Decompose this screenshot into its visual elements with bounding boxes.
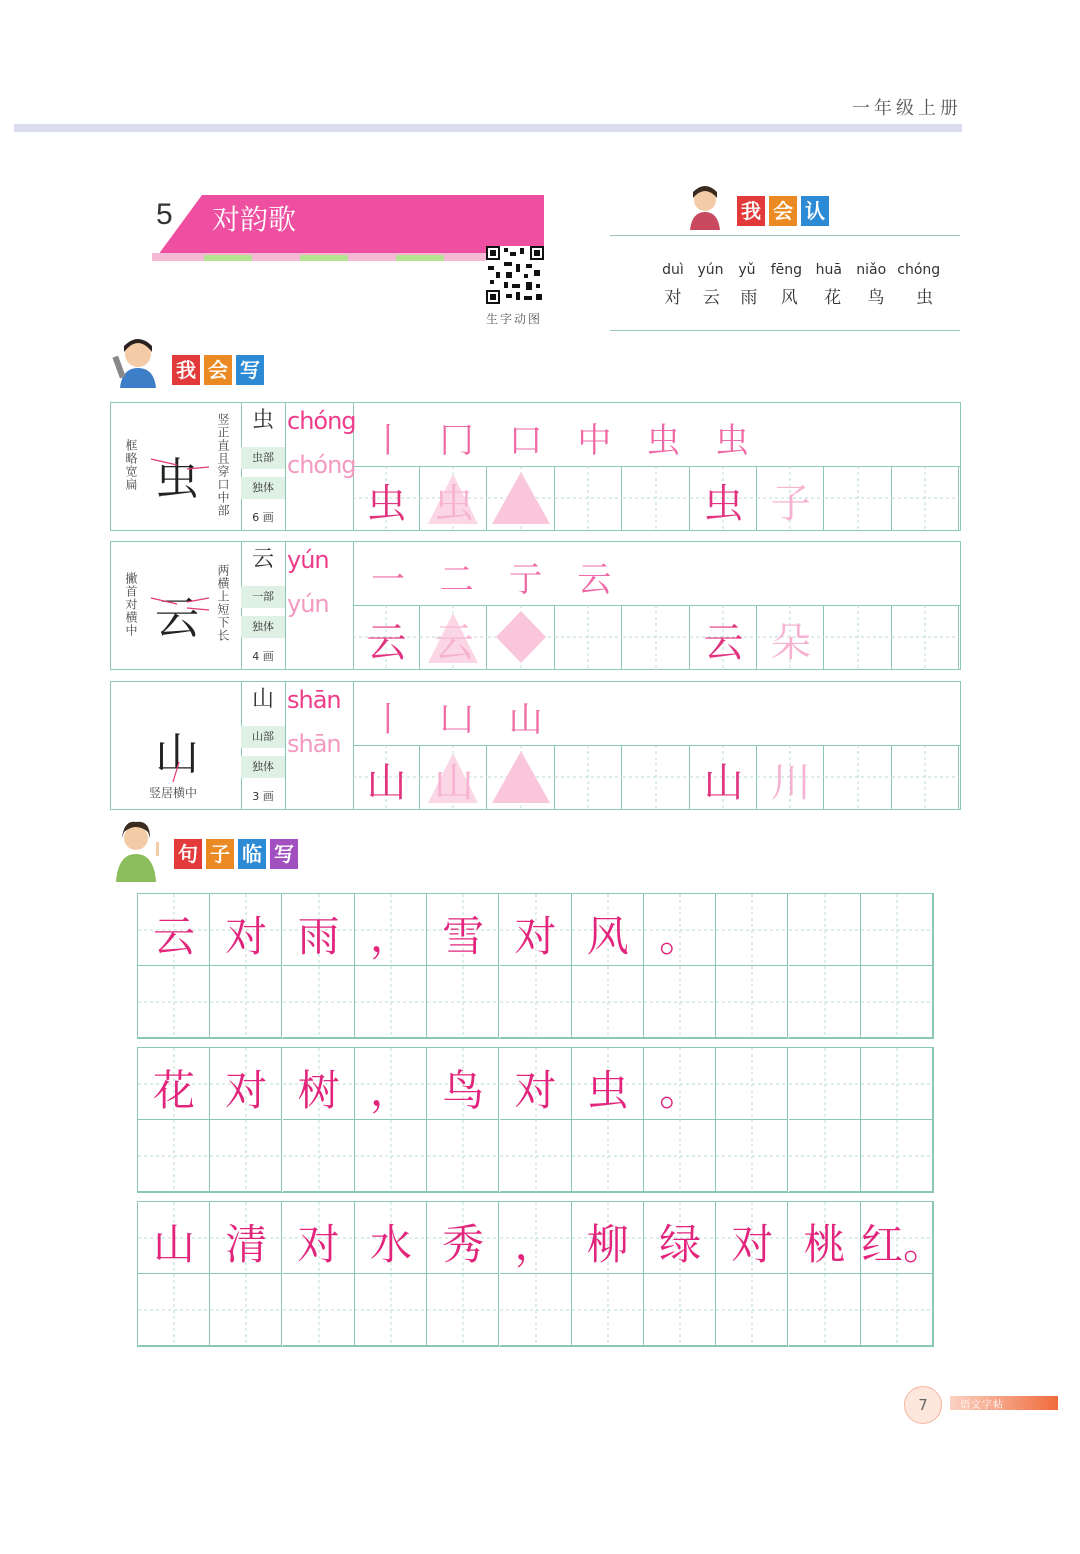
- cell-guide-lines: [861, 1274, 933, 1346]
- copy-cell[interactable]: [427, 894, 499, 966]
- cell-guide-lines: [488, 745, 555, 809]
- right-note: 两横上短下长: [216, 564, 230, 642]
- copy-cell[interactable]: [861, 1202, 946, 1274]
- cell-guide-lines: [500, 1274, 572, 1346]
- copy-cell[interactable]: [283, 1048, 355, 1120]
- radical-label: 虫部: [241, 447, 285, 469]
- copy-cell[interactable]: [138, 1048, 210, 1120]
- copy-cell[interactable]: [138, 1120, 210, 1192]
- cell-guide-lines: [892, 466, 959, 530]
- char-analysis-box: [111, 682, 242, 809]
- practice-cell[interactable]: [353, 466, 420, 530]
- copy-cell[interactable]: [355, 1202, 427, 1274]
- practice-cell[interactable]: [420, 745, 487, 809]
- char-analysis-box: [111, 403, 242, 530]
- cell-guide-lines: [572, 1274, 644, 1346]
- page-number: 7: [904, 1386, 942, 1424]
- sentence-char: 对: [731, 1220, 774, 1269]
- copy-cell[interactable]: [427, 1274, 499, 1346]
- cell-guide-lines: [892, 745, 959, 809]
- practice-char: 虫: [366, 481, 407, 527]
- copy-cell[interactable]: [716, 1202, 788, 1274]
- sentence-char: 雪: [442, 912, 485, 961]
- copy-cell[interactable]: [355, 1120, 427, 1192]
- copy-cell[interactable]: [789, 1202, 861, 1274]
- copy-cell[interactable]: [572, 1048, 644, 1120]
- sentence-char: 红。: [861, 1220, 946, 1269]
- big-char: 虫: [155, 454, 199, 505]
- sentence-block: [137, 893, 934, 1039]
- stroke-order-row: [353, 682, 960, 746]
- copy-cell[interactable]: [283, 1120, 355, 1192]
- girl-avatar-icon: [682, 184, 728, 230]
- cell-guide-lines: [500, 966, 572, 1038]
- cell-guide-lines: [716, 1120, 788, 1192]
- badge-tile: 会: [769, 196, 797, 226]
- cell-guide-lines: [138, 1120, 210, 1192]
- practice-cell[interactable]: [690, 605, 757, 669]
- recognize-char: 鸟: [867, 288, 885, 308]
- practice-char: 虫: [703, 481, 744, 527]
- cell-guide-lines: [283, 1120, 355, 1192]
- sentence-char: 对: [225, 912, 268, 961]
- copy-cell[interactable]: [789, 966, 861, 1038]
- copy-cell[interactable]: [716, 1120, 788, 1192]
- pinyin-label: yún: [697, 262, 724, 278]
- write-badge: [172, 355, 268, 385]
- cell-guide-lines: [138, 966, 210, 1038]
- badge-tile: 子: [206, 839, 234, 869]
- copy-cell[interactable]: [210, 1274, 282, 1346]
- pinyin-label: niǎo: [856, 262, 887, 278]
- recognize-pinyin-row: [657, 262, 942, 278]
- copy-cell[interactable]: [572, 966, 644, 1038]
- char-analysis-box: [111, 542, 242, 669]
- cell-guide-lines: [355, 1120, 427, 1192]
- sentence-char: ，: [514, 1220, 557, 1269]
- sentence-char: 秀: [442, 1220, 485, 1269]
- sentence-char: 云: [152, 912, 195, 961]
- right-note: 竖正直且穿口中部: [216, 413, 230, 517]
- cell-guide-lines: [500, 1120, 572, 1192]
- char-info-column: [241, 542, 286, 669]
- recognize-char: 风: [780, 288, 798, 308]
- copy-cell[interactable]: [861, 966, 933, 1038]
- copy-cell[interactable]: [861, 1120, 933, 1192]
- structure-label: 独体: [241, 616, 285, 638]
- qr-caption: 生字动图: [486, 312, 543, 326]
- recognize-char: 对: [664, 288, 682, 308]
- copy-cell[interactable]: [210, 1202, 282, 1274]
- practice-cell[interactable]: [690, 466, 757, 530]
- cell-guide-lines: [210, 966, 282, 1038]
- sentence-char: 对: [514, 912, 557, 961]
- practice-cell[interactable]: [623, 466, 690, 530]
- practice-cell[interactable]: [353, 745, 420, 809]
- pinyin-label: huā: [815, 262, 842, 278]
- small-char: 云: [251, 547, 274, 572]
- cell-guide-lines: [427, 1274, 499, 1346]
- stroke-order: 丨 ⼌ 口 中 虫 虫: [371, 421, 762, 461]
- annotation-arrows: [147, 588, 213, 618]
- stroke-count-label: 6 画: [252, 511, 274, 524]
- copy-cell[interactable]: [716, 966, 788, 1038]
- radical-label: 山部: [241, 726, 285, 748]
- practice-cell[interactable]: [420, 466, 487, 530]
- stroke-order-row: [353, 403, 960, 467]
- write-panel-yun: [110, 541, 961, 670]
- cell-guide-lines: [789, 1274, 861, 1346]
- cell-guide-lines: [789, 894, 861, 966]
- cell-guide-lines: [825, 745, 892, 809]
- copy-cell[interactable]: [138, 1274, 210, 1346]
- sentence-char: 虫: [586, 1066, 629, 1115]
- sentence-block: [137, 1047, 934, 1193]
- sentence-char: 绿: [659, 1220, 702, 1269]
- badge-tile: 句: [174, 839, 202, 869]
- sentence-char: 对: [514, 1066, 557, 1115]
- copy-cell[interactable]: [427, 966, 499, 1038]
- cell-guide-lines: [825, 466, 892, 530]
- practice-char: 山: [703, 760, 744, 806]
- sentence-char: 树: [297, 1066, 340, 1115]
- copy-cell[interactable]: [644, 1202, 716, 1274]
- cell-guide-lines: [861, 966, 933, 1038]
- radical-label: 一部: [241, 586, 285, 608]
- badge-tile: 写: [270, 839, 298, 869]
- cell-guide-lines: [572, 1120, 644, 1192]
- practice-cell[interactable]: [555, 605, 622, 669]
- copy-cell[interactable]: [355, 894, 427, 966]
- copy-cell[interactable]: [716, 894, 788, 966]
- sentence-char: 清: [225, 1220, 268, 1269]
- practice-cell[interactable]: [555, 745, 622, 809]
- sentence-char: 。: [659, 1066, 702, 1115]
- cell-guide-lines: [644, 1274, 716, 1346]
- practice-cell[interactable]: [757, 745, 824, 809]
- sentence-char: 花: [152, 1066, 195, 1115]
- sentence-char: 风: [586, 912, 629, 961]
- copy-cell[interactable]: [283, 894, 355, 966]
- sentence-badge: [174, 839, 302, 869]
- structure-label: 独体: [241, 756, 285, 778]
- copy-cell[interactable]: [210, 894, 282, 966]
- practice-cell[interactable]: [623, 605, 690, 669]
- left-note: 框略宽扁: [124, 439, 138, 491]
- practice-cell[interactable]: [555, 466, 622, 530]
- cell-guide-lines: [716, 894, 788, 966]
- practice-char: 云: [366, 620, 407, 666]
- cell-guide-lines: [716, 966, 788, 1038]
- badge-tile: 我: [737, 196, 765, 226]
- practice-cell[interactable]: [623, 745, 690, 809]
- practice-cell[interactable]: [488, 745, 555, 809]
- qr-code-icon[interactable]: [486, 246, 544, 304]
- stroke-count-label: 4 画: [252, 650, 274, 663]
- practice-cell[interactable]: [757, 466, 824, 530]
- pinyin-column: [285, 542, 354, 669]
- char-info-column: [241, 403, 286, 530]
- cell-guide-lines: [488, 466, 555, 530]
- practice-cell[interactable]: [488, 466, 555, 530]
- grade-label: 一年级上册: [852, 98, 962, 119]
- copy-cell[interactable]: [572, 1120, 644, 1192]
- copy-cell[interactable]: [789, 894, 861, 966]
- cell-guide-lines: [355, 1274, 427, 1346]
- cell-guide-lines: [210, 1120, 282, 1192]
- pinyin-label: yǔ: [738, 262, 756, 278]
- write-panel-shan: [110, 681, 961, 810]
- badge-tile: 写: [236, 355, 264, 385]
- cell-guide-lines: [861, 1048, 933, 1120]
- annotation-arrows: [167, 758, 187, 784]
- copy-cell[interactable]: [572, 894, 644, 966]
- pinyin-label: chóng: [897, 262, 941, 278]
- cell-guide-lines: [644, 966, 716, 1038]
- copy-cell[interactable]: [138, 1202, 210, 1274]
- badge-tile: 临: [238, 839, 266, 869]
- cell-guide-lines: [789, 966, 861, 1038]
- cell-guide-lines: [427, 1120, 499, 1192]
- practice-char: 山: [433, 760, 474, 806]
- sentence-char: 柳: [586, 1220, 629, 1269]
- practice-grid: [353, 745, 960, 809]
- cell-guide-lines: [555, 605, 622, 669]
- copy-cell[interactable]: [500, 1202, 572, 1274]
- pinyin-trace: yún: [287, 590, 329, 618]
- cell-guide-lines: [555, 745, 622, 809]
- practice-cell[interactable]: [892, 466, 959, 530]
- small-char: 山: [251, 687, 274, 712]
- practice-grid: [353, 605, 960, 669]
- lesson-title: 对韵歌: [212, 203, 297, 236]
- copy-cell[interactable]: [861, 1048, 933, 1120]
- copy-cell[interactable]: [500, 1120, 572, 1192]
- big-char: 云: [155, 593, 199, 644]
- stroke-order-row: [353, 542, 960, 606]
- practice-char: 子: [770, 481, 811, 527]
- pinyin-trace: shān: [287, 730, 341, 758]
- badge-tile: 会: [204, 355, 232, 385]
- copy-cell[interactable]: [355, 1048, 427, 1120]
- copy-cell[interactable]: [283, 1202, 355, 1274]
- cell-guide-lines: [789, 1048, 861, 1120]
- practice-char: 川: [770, 760, 811, 806]
- copy-cell[interactable]: [427, 1048, 499, 1120]
- practice-cell[interactable]: [825, 466, 892, 530]
- copy-cell[interactable]: [210, 1048, 282, 1120]
- copy-cell[interactable]: [138, 894, 210, 966]
- badge-tile: 我: [172, 355, 200, 385]
- cell-guide-lines: [623, 745, 690, 809]
- sentence-block: [137, 1201, 946, 1347]
- practice-cell[interactable]: [892, 745, 959, 809]
- copy-cell[interactable]: [500, 894, 572, 966]
- boy-avatar-icon: [112, 336, 166, 388]
- practice-char: 虫: [433, 481, 474, 527]
- recognize-top-line: [610, 235, 960, 236]
- practice-char: 朵: [770, 620, 811, 666]
- stroke-count-label: 3 画: [252, 790, 274, 803]
- practice-cell[interactable]: [892, 605, 959, 669]
- sentence-char: 山: [152, 1220, 195, 1269]
- copy-cell[interactable]: [427, 1202, 499, 1274]
- copy-cell[interactable]: [572, 1274, 644, 1346]
- cell-guide-lines: [861, 1120, 933, 1192]
- pinyin-model: shān: [287, 686, 341, 714]
- lesson-number: 5: [156, 198, 173, 231]
- pinyin-model: chóng: [287, 407, 356, 435]
- sentence-char: 。: [659, 912, 702, 961]
- sentence-char: 鸟: [442, 1066, 485, 1115]
- copy-cell[interactable]: [572, 1202, 644, 1274]
- practice-cell[interactable]: [690, 745, 757, 809]
- copy-cell[interactable]: [644, 1274, 716, 1346]
- cell-guide-lines: [861, 894, 933, 966]
- cell-guide-lines: [427, 966, 499, 1038]
- practice-cell[interactable]: [420, 605, 487, 669]
- small-char: 虫: [251, 408, 274, 433]
- copy-cell[interactable]: [427, 1120, 499, 1192]
- practice-cell[interactable]: [488, 605, 555, 669]
- cell-guide-lines: [623, 466, 690, 530]
- copy-cell[interactable]: [644, 1048, 716, 1120]
- copy-cell[interactable]: [355, 1274, 427, 1346]
- big-char: 山: [155, 729, 199, 780]
- copy-cell[interactable]: [138, 966, 210, 1038]
- copy-cell[interactable]: [644, 894, 716, 966]
- cell-guide-lines: [283, 1274, 355, 1346]
- copy-cell[interactable]: [500, 1274, 572, 1346]
- copy-cell[interactable]: [789, 1274, 861, 1346]
- pinyin-trace: chóng: [287, 451, 356, 479]
- recognize-badge: [737, 196, 833, 226]
- copy-cell[interactable]: [210, 966, 282, 1038]
- cell-guide-lines: [555, 466, 622, 530]
- sentence-char: ，: [369, 912, 412, 961]
- structure-label: 独体: [241, 477, 285, 499]
- pinyin-label: duì: [662, 262, 684, 278]
- copy-cell[interactable]: [500, 1048, 572, 1120]
- teacher-avatar-icon: [110, 820, 166, 882]
- copy-cell[interactable]: [789, 1048, 861, 1120]
- badge-tile: 认: [801, 196, 829, 226]
- copy-cell[interactable]: [210, 1120, 282, 1192]
- recognize-char: 花: [824, 288, 842, 308]
- copy-cell[interactable]: [861, 1274, 933, 1346]
- cell-guide-lines: [138, 1274, 210, 1346]
- copy-cell[interactable]: [283, 966, 355, 1038]
- sentence-char: 雨: [297, 912, 340, 961]
- copy-cell[interactable]: [644, 966, 716, 1038]
- annotation-arrows: [147, 449, 213, 479]
- recognize-char-row: [657, 283, 947, 308]
- recognize-char: 云: [702, 288, 720, 308]
- pinyin-column: [285, 682, 354, 809]
- recognize-char: 雨: [740, 288, 758, 308]
- copy-cell[interactable]: [644, 1120, 716, 1192]
- footer-label: 语文字帖: [960, 1400, 1004, 1411]
- cell-guide-lines: [825, 605, 892, 669]
- cell-guide-lines: [283, 966, 355, 1038]
- cell-guide-lines: [355, 966, 427, 1038]
- pinyin-column: [285, 403, 354, 530]
- practice-cell[interactable]: [825, 605, 892, 669]
- cell-guide-lines: [488, 605, 555, 669]
- copy-cell[interactable]: [716, 1274, 788, 1346]
- sentence-char: 水: [369, 1220, 412, 1269]
- pinyin-label: fēng: [770, 262, 803, 278]
- practice-cell[interactable]: [757, 605, 824, 669]
- write-panel-chong: [110, 402, 961, 531]
- copy-cell[interactable]: [500, 966, 572, 1038]
- bottom-note: 竖居横中: [149, 786, 198, 800]
- sentence-char: 对: [225, 1066, 268, 1115]
- sentence-char: 对: [297, 1220, 340, 1269]
- cell-guide-lines: [210, 1274, 282, 1346]
- recognize-bottom-line: [610, 330, 960, 331]
- practice-grid: [353, 466, 960, 530]
- practice-cell[interactable]: [825, 745, 892, 809]
- char-info-column: [241, 682, 286, 809]
- practice-cell[interactable]: [353, 605, 420, 669]
- copy-cell[interactable]: [716, 1048, 788, 1120]
- sentence-char: ，: [369, 1066, 412, 1115]
- cell-guide-lines: [716, 1048, 788, 1120]
- practice-char: 云: [433, 620, 474, 666]
- practice-char: 云: [703, 620, 744, 666]
- left-note: 撇首对横中: [124, 572, 138, 637]
- cell-guide-lines: [892, 605, 959, 669]
- cell-guide-lines: [623, 605, 690, 669]
- copy-cell[interactable]: [355, 966, 427, 1038]
- sentence-char: 桃: [803, 1220, 846, 1269]
- practice-char: 山: [366, 760, 407, 806]
- stroke-order: 丨 凵 山: [371, 700, 555, 740]
- cell-guide-lines: [572, 966, 644, 1038]
- cell-guide-lines: [716, 1274, 788, 1346]
- cell-guide-lines: [644, 1120, 716, 1192]
- header-divider: [14, 124, 962, 132]
- stroke-order: 一 二 亍 云: [371, 560, 624, 600]
- copy-cell[interactable]: [789, 1120, 861, 1192]
- cell-guide-lines: [789, 1120, 861, 1192]
- copy-cell[interactable]: [861, 894, 933, 966]
- copy-cell[interactable]: [283, 1274, 355, 1346]
- recognize-char: 虫: [915, 288, 933, 308]
- pinyin-model: yún: [287, 546, 329, 574]
